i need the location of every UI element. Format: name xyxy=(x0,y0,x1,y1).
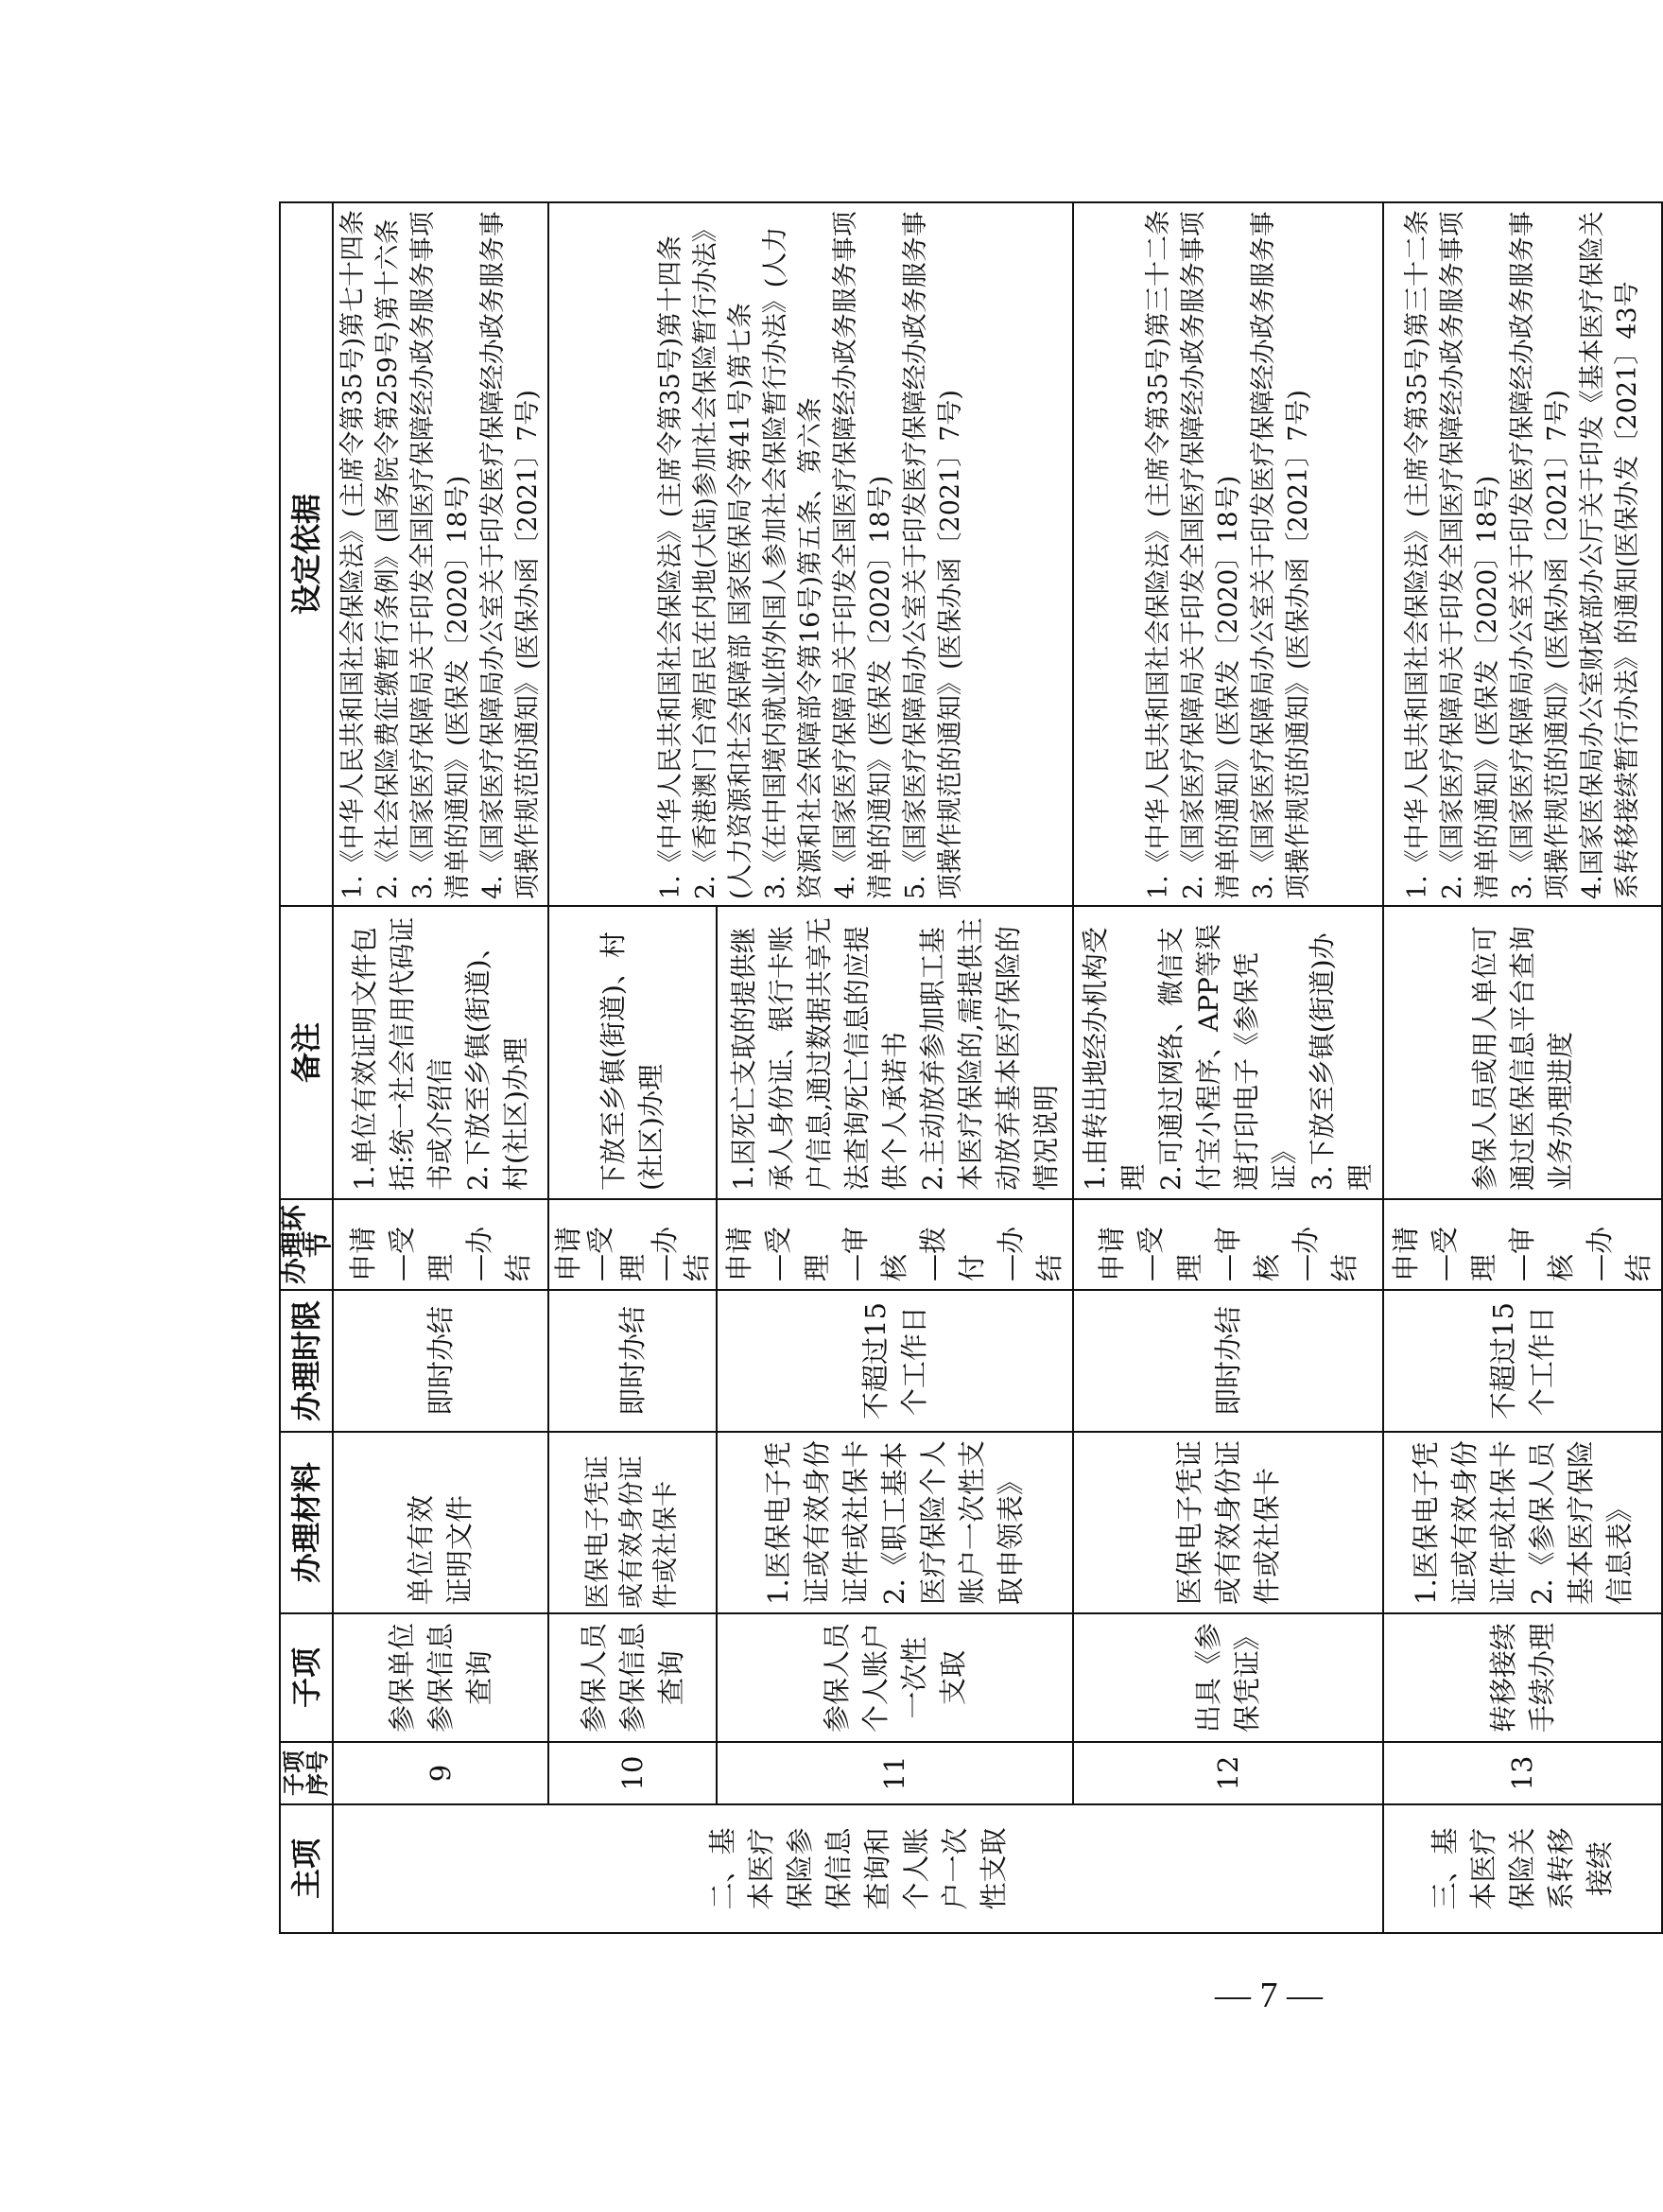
basis-cell: 1.《中华人民共和国社会保险法》(主席令第35号)第三十二条 2.《国家医疗保障局关于印发全国医疗保障经办政务服务事项清单的通知》(医保发〔2020〕18号) 3.《国家医疗保障局办公室关于印发医疗保障经办政务服务事项操作规范的通知》(医保办函〔2021〕7号) xyxy=(1073,202,1383,906)
materials-cell: 1.医保电子凭证或有效身份证件或社保卡 2.《参保人员基本医疗保险信息表》 xyxy=(1383,1432,1662,1613)
sub-no-cell: 11 xyxy=(717,1742,1073,1804)
sub-no-cell: 13 xyxy=(1383,1742,1662,1804)
header-sub: 子项 xyxy=(280,1613,333,1742)
basis-cell: 1.《中华人民共和国社会保险法》(主席令第35号)第三十二条 2.《国家医疗保障局关于印发全国医疗保障经办政务服务事项清单的通知》(医保发〔2020〕18号) 3.《国家医疗保障局办公室关于印发医疗保障经办政务服务事项操作规范的通知》(医保办函〔2021〕7号) 4.国家医保局办公室财政部办公厅关于印发《基本医疗保险关系转移接续暂行办法》的通知(医保办发〔2021〕43号 xyxy=(1383,202,1662,906)
steps-cell: 申请 —受理 —审核 —拨付 —办结 xyxy=(717,1199,1073,1290)
steps-cell: 申请 —受理 —办结 xyxy=(333,1199,548,1290)
materials-cell: 单位有效 证明文件 xyxy=(333,1432,548,1613)
time-limit-cell: 不超过15 个工作日 xyxy=(717,1290,1073,1432)
materials-cell: 医保电子凭证或有效身份证件或社保卡 xyxy=(1073,1432,1383,1613)
time-limit-cell: 即时办结 xyxy=(548,1290,717,1432)
table-row xyxy=(1073,202,1383,1933)
header-row xyxy=(280,202,333,1933)
header-basis: 设定依据 xyxy=(280,202,333,906)
rotated-table-container xyxy=(278,203,1654,1934)
remarks-cell: 1.因死亡支取的提供继承人身份证、银行卡账户信息,通过数据共享无法查询死亡信息的应提供个人承诺书 2.主动放弃参加职工基本医疗保险的,需提供主动放弃基本医疗保险的情况说明 xyxy=(717,906,1073,1199)
header-sub-no: 子项 序号 xyxy=(280,1742,333,1804)
sub-no-cell: 12 xyxy=(1073,1742,1383,1804)
materials-cell: 1.医保电子凭证或有效身份证件或社保卡 2.《职工基本医疗保险个人账户一次性支取申领表》 xyxy=(717,1432,1073,1613)
materials-cell: 医保电子凭证或有效身份证件或社保卡 xyxy=(548,1432,717,1613)
table-row xyxy=(548,202,717,1933)
sub-item-cell: 出具《参 保凭证》 xyxy=(1073,1613,1383,1742)
sub-item-cell: 参保人员 参保信息 查询 xyxy=(548,1613,717,1742)
time-limit-cell: 即时办结 xyxy=(333,1290,548,1432)
sub-item-cell: 转移接续 手续办理 xyxy=(1383,1613,1662,1742)
main-item-cell: 二、基 本医疗 保险参 保信息 查询和 个人账 户一次 性支取 xyxy=(333,1804,1383,1933)
sub-no-cell: 10 xyxy=(548,1742,717,1804)
header-materials: 办理材料 xyxy=(280,1432,333,1613)
table-row xyxy=(1383,202,1662,1933)
sub-item-cell: 参保人员 个人账户 一次性 支取 xyxy=(717,1613,1073,1742)
time-limit-cell: 即时办结 xyxy=(1073,1290,1383,1432)
header-remarks: 备注 xyxy=(280,906,333,1199)
remarks-cell: 1.由转出地经办机构受理 2.可通过网络、微信支付宝小程序、APP等渠道打印电子《参保凭证》 3.下放至乡镇(街道)办理 xyxy=(1073,906,1383,1199)
steps-cell: 申请 —受理 —审核 —办结 xyxy=(1073,1199,1383,1290)
header-main: 主项 xyxy=(280,1804,333,1933)
header-steps: 办理环 节 xyxy=(280,1199,333,1290)
basis-cell: 1.《中华人民共和国社会保险法》(主席令第35号)第七十四条 2.《社会保险费征缴暂行条例》(国务院令第259号)第十六条 3.《国家医疗保障局关于印发全国医疗保障经办政务服务事项清单的通知》(医保发〔2020〕18号) 4.《国家医疗保障局办公室关于印发医疗保障经办政务服务事项操作规范的通知》(医保办函〔2021〕7号) xyxy=(333,202,548,906)
steps-cell: 申请 —受理 —办结 xyxy=(548,1199,717,1290)
remarks-cell: 下放至乡镇(街道)、村(社区)办理 xyxy=(548,906,717,1199)
time-limit-cell: 不超过15 个工作日 xyxy=(1383,1290,1662,1432)
sub-no-cell: 9 xyxy=(333,1742,548,1804)
header-time-limit: 办理时限 xyxy=(280,1290,333,1432)
steps-cell: 申请 —受理 —审核 —办结 xyxy=(1383,1199,1662,1290)
remarks-cell: 1.单位有效证明文件包括:统一社会信用代码证书或介绍信 2.下放至乡镇(街道)、村(社区)办理 xyxy=(333,906,548,1199)
service-items-table xyxy=(279,201,1663,1934)
table-row xyxy=(333,202,548,1933)
remarks-cell: 参保人员或用人单位可通过医保信息平台查询业务办理进度 xyxy=(1383,906,1662,1199)
page-number: — 7 — xyxy=(1215,1976,1323,2015)
sub-item-cell: 参保单位 参保信息 查询 xyxy=(333,1613,548,1742)
main-item-cell: 三、基 本医疗 保险关 系转移 接续 xyxy=(1383,1804,1662,1933)
basis-cell: 1.《中华人民共和国社会保险法》(主席令第35号)第十四条 2.《香港澳门台湾居民在内地(大陆)参加社会保险暂行办法》(人力资源和社会保障部 国家医保局令第41号)第七条 3.《在中国境内就业的外国人参加社会保险暂行办法》(人力资源和社会保障部令第16号)第五条、第六条 4.《国家医疗保障局关于印发全国医疗保障经办政务服务事项清单的通知》(医保发〔2020〕18号) 5.《国家医疗保障局办公室关于印发医疗保障经办政务服务事项操作规范的通知》(医保办函〔2021〕7号) xyxy=(548,202,1073,906)
